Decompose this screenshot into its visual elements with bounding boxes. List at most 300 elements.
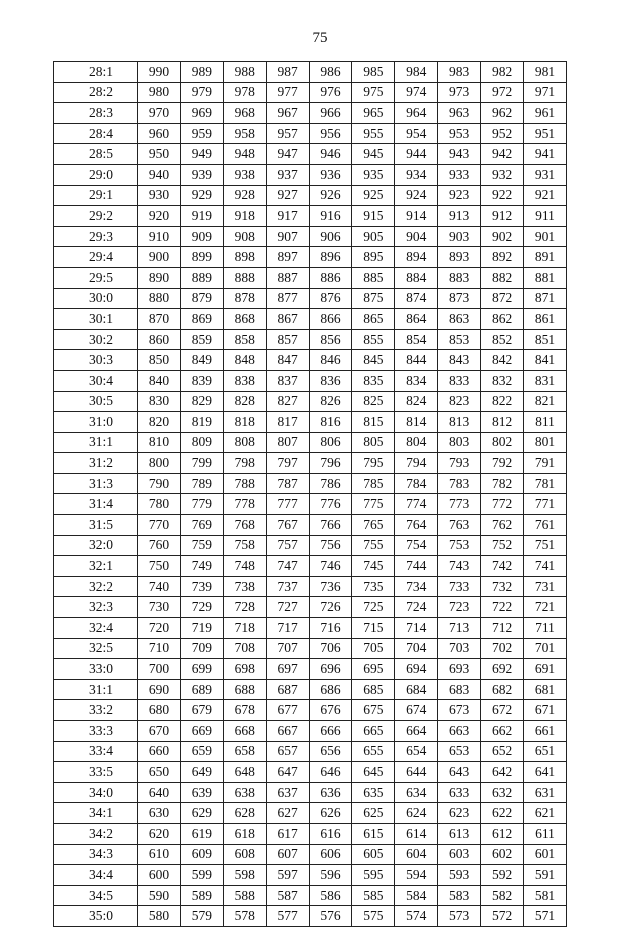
value-cell: 781 — [524, 473, 567, 494]
value-cell: 869 — [180, 309, 223, 330]
value-cell: 815 — [352, 412, 395, 433]
table-row — [54, 123, 567, 144]
value-cell: 766 — [309, 515, 352, 536]
row-label-cell: 29:3 — [54, 226, 138, 247]
row-label-cell: 33:4 — [54, 741, 138, 762]
value-cell: 857 — [266, 329, 309, 350]
value-cell: 873 — [438, 288, 481, 309]
value-cell: 938 — [223, 164, 266, 185]
row-label-cell: 34:3 — [54, 844, 138, 865]
value-cell: 983 — [438, 62, 481, 83]
value-cell: 726 — [309, 597, 352, 618]
value-cell: 910 — [138, 226, 181, 247]
value-cell: 862 — [481, 309, 524, 330]
value-cell: 613 — [438, 823, 481, 844]
value-cell: 881 — [524, 267, 567, 288]
value-cell: 594 — [395, 865, 438, 886]
value-cell: 673 — [438, 700, 481, 721]
value-cell: 670 — [138, 721, 181, 742]
value-cell: 732 — [481, 576, 524, 597]
value-cell: 870 — [138, 309, 181, 330]
value-cell: 872 — [481, 288, 524, 309]
value-cell: 807 — [266, 432, 309, 453]
value-cell: 581 — [524, 885, 567, 906]
value-cell: 892 — [481, 247, 524, 268]
value-cell: 939 — [180, 164, 223, 185]
value-cell: 899 — [180, 247, 223, 268]
value-cell: 987 — [266, 62, 309, 83]
value-cell: 705 — [352, 638, 395, 659]
value-cell: 574 — [395, 906, 438, 927]
value-cell: 587 — [266, 885, 309, 906]
value-cell: 753 — [438, 535, 481, 556]
table-row — [54, 906, 567, 927]
table-row — [54, 432, 567, 453]
value-cell: 907 — [266, 226, 309, 247]
value-cell: 582 — [481, 885, 524, 906]
value-cell: 745 — [352, 556, 395, 577]
value-cell: 986 — [309, 62, 352, 83]
value-cell: 725 — [352, 597, 395, 618]
value-cell: 757 — [266, 535, 309, 556]
value-cell: 919 — [180, 206, 223, 227]
value-cell: 747 — [266, 556, 309, 577]
value-cell: 770 — [138, 515, 181, 536]
value-cell: 704 — [395, 638, 438, 659]
value-cell: 709 — [180, 638, 223, 659]
value-cell: 626 — [309, 803, 352, 824]
value-cell: 855 — [352, 329, 395, 350]
value-cell: 685 — [352, 679, 395, 700]
value-cell: 690 — [138, 679, 181, 700]
value-cell: 657 — [266, 741, 309, 762]
value-cell: 703 — [438, 638, 481, 659]
value-cell: 647 — [266, 762, 309, 783]
row-label-cell: 31:2 — [54, 453, 138, 474]
row-label-cell: 32:2 — [54, 576, 138, 597]
value-cell: 734 — [395, 576, 438, 597]
value-cell: 808 — [223, 432, 266, 453]
value-cell: 814 — [395, 412, 438, 433]
value-cell: 886 — [309, 267, 352, 288]
row-label-cell: 32:3 — [54, 597, 138, 618]
value-cell: 793 — [438, 453, 481, 474]
value-cell: 819 — [180, 412, 223, 433]
row-label-cell: 32:4 — [54, 618, 138, 639]
value-cell: 687 — [266, 679, 309, 700]
value-cell: 909 — [180, 226, 223, 247]
value-cell: 790 — [138, 473, 181, 494]
value-cell: 733 — [438, 576, 481, 597]
value-cell: 887 — [266, 267, 309, 288]
value-cell: 861 — [524, 309, 567, 330]
value-cell: 936 — [309, 164, 352, 185]
value-cell: 824 — [395, 391, 438, 412]
value-cell: 979 — [180, 82, 223, 103]
value-cell: 739 — [180, 576, 223, 597]
value-cell: 898 — [223, 247, 266, 268]
value-cell: 797 — [266, 453, 309, 474]
value-cell: 689 — [180, 679, 223, 700]
value-cell: 923 — [438, 185, 481, 206]
value-cell: 890 — [138, 267, 181, 288]
value-cell: 902 — [481, 226, 524, 247]
value-cell: 809 — [180, 432, 223, 453]
value-cell: 795 — [352, 453, 395, 474]
value-cell: 978 — [223, 82, 266, 103]
value-cell: 750 — [138, 556, 181, 577]
value-cell: 627 — [266, 803, 309, 824]
value-cell: 906 — [309, 226, 352, 247]
value-cell: 785 — [352, 473, 395, 494]
value-cell: 961 — [524, 103, 567, 124]
row-label-cell: 33:5 — [54, 762, 138, 783]
value-cell: 804 — [395, 432, 438, 453]
table-row — [54, 453, 567, 474]
value-cell: 943 — [438, 144, 481, 165]
value-cell: 699 — [180, 659, 223, 680]
value-cell: 688 — [223, 679, 266, 700]
value-cell: 588 — [223, 885, 266, 906]
value-cell: 624 — [395, 803, 438, 824]
value-cell: 743 — [438, 556, 481, 577]
value-cell: 856 — [309, 329, 352, 350]
value-cell: 664 — [395, 721, 438, 742]
value-cell: 716 — [309, 618, 352, 639]
value-cell: 723 — [438, 597, 481, 618]
value-cell: 988 — [223, 62, 266, 83]
value-cell: 889 — [180, 267, 223, 288]
value-cell: 955 — [352, 123, 395, 144]
value-cell: 885 — [352, 267, 395, 288]
value-cell: 791 — [524, 453, 567, 474]
value-cell: 751 — [524, 535, 567, 556]
value-cell: 597 — [266, 865, 309, 886]
value-cell: 628 — [223, 803, 266, 824]
value-cell: 683 — [438, 679, 481, 700]
value-cell: 879 — [180, 288, 223, 309]
value-cell: 883 — [438, 267, 481, 288]
value-cell: 659 — [180, 741, 223, 762]
value-cell: 851 — [524, 329, 567, 350]
value-cell: 763 — [438, 515, 481, 536]
value-cell: 630 — [138, 803, 181, 824]
value-cell: 801 — [524, 432, 567, 453]
value-cell: 975 — [352, 82, 395, 103]
value-cell: 816 — [309, 412, 352, 433]
table-row — [54, 329, 567, 350]
value-cell: 811 — [524, 412, 567, 433]
value-cell: 702 — [481, 638, 524, 659]
value-cell: 712 — [481, 618, 524, 639]
value-cell: 636 — [309, 782, 352, 803]
table-row — [54, 185, 567, 206]
value-cell: 913 — [438, 206, 481, 227]
value-cell: 756 — [309, 535, 352, 556]
value-cell: 617 — [266, 823, 309, 844]
value-cell: 832 — [481, 370, 524, 391]
value-cell: 839 — [180, 370, 223, 391]
value-cell: 759 — [180, 535, 223, 556]
value-cell: 767 — [266, 515, 309, 536]
value-cell: 912 — [481, 206, 524, 227]
value-cell: 722 — [481, 597, 524, 618]
value-cell: 607 — [266, 844, 309, 865]
value-cell: 787 — [266, 473, 309, 494]
row-label-cell: 32:5 — [54, 638, 138, 659]
value-cell: 632 — [481, 782, 524, 803]
value-cell: 708 — [223, 638, 266, 659]
value-cell: 928 — [223, 185, 266, 206]
row-label-cell: 28:4 — [54, 123, 138, 144]
value-cell: 660 — [138, 741, 181, 762]
value-cell: 779 — [180, 494, 223, 515]
value-cell: 780 — [138, 494, 181, 515]
value-cell: 953 — [438, 123, 481, 144]
value-cell: 905 — [352, 226, 395, 247]
value-cell: 719 — [180, 618, 223, 639]
value-cell: 827 — [266, 391, 309, 412]
value-cell: 964 — [395, 103, 438, 124]
row-label-cell: 31:3 — [54, 473, 138, 494]
value-cell: 844 — [395, 350, 438, 371]
value-cell: 601 — [524, 844, 567, 865]
value-cell: 798 — [223, 453, 266, 474]
value-cell: 638 — [223, 782, 266, 803]
table-row — [54, 82, 567, 103]
value-cell: 661 — [524, 721, 567, 742]
value-cell: 901 — [524, 226, 567, 247]
value-cell: 829 — [180, 391, 223, 412]
table-row — [54, 844, 567, 865]
table-row — [54, 494, 567, 515]
value-cell: 880 — [138, 288, 181, 309]
value-cell: 746 — [309, 556, 352, 577]
value-cell: 693 — [438, 659, 481, 680]
table-row — [54, 556, 567, 577]
row-label-cell: 31:1 — [54, 679, 138, 700]
value-cell: 927 — [266, 185, 309, 206]
value-cell: 840 — [138, 370, 181, 391]
value-cell: 950 — [138, 144, 181, 165]
table-row — [54, 267, 567, 288]
value-cell: 666 — [309, 721, 352, 742]
value-cell: 737 — [266, 576, 309, 597]
value-cell: 960 — [138, 123, 181, 144]
value-cell: 775 — [352, 494, 395, 515]
table-row — [54, 885, 567, 906]
value-cell: 933 — [438, 164, 481, 185]
value-cell: 982 — [481, 62, 524, 83]
value-cell: 841 — [524, 350, 567, 371]
value-cell: 972 — [481, 82, 524, 103]
row-label-cell: 31:0 — [54, 412, 138, 433]
value-cell: 834 — [395, 370, 438, 391]
value-cell: 897 — [266, 247, 309, 268]
value-cell: 806 — [309, 432, 352, 453]
value-cell: 665 — [352, 721, 395, 742]
value-cell: 812 — [481, 412, 524, 433]
value-cell: 754 — [395, 535, 438, 556]
value-cell: 859 — [180, 329, 223, 350]
value-cell: 865 — [352, 309, 395, 330]
value-cell: 957 — [266, 123, 309, 144]
value-cell: 583 — [438, 885, 481, 906]
table-row — [54, 164, 567, 185]
table-row — [54, 62, 567, 83]
value-cell: 937 — [266, 164, 309, 185]
value-cell: 773 — [438, 494, 481, 515]
row-label-cell: 29:4 — [54, 247, 138, 268]
value-cell: 805 — [352, 432, 395, 453]
value-cell: 603 — [438, 844, 481, 865]
value-cell: 681 — [524, 679, 567, 700]
value-cell: 611 — [524, 823, 567, 844]
value-cell: 618 — [223, 823, 266, 844]
value-cell: 695 — [352, 659, 395, 680]
value-cell: 620 — [138, 823, 181, 844]
value-cell: 742 — [481, 556, 524, 577]
value-cell: 782 — [481, 473, 524, 494]
value-cell: 655 — [352, 741, 395, 762]
value-cell: 820 — [138, 412, 181, 433]
row-label-cell: 28:3 — [54, 103, 138, 124]
value-cell: 830 — [138, 391, 181, 412]
value-cell: 817 — [266, 412, 309, 433]
value-cell: 935 — [352, 164, 395, 185]
value-cell: 825 — [352, 391, 395, 412]
value-cell: 971 — [524, 82, 567, 103]
value-cell: 680 — [138, 700, 181, 721]
value-cell: 866 — [309, 309, 352, 330]
value-cell: 623 — [438, 803, 481, 824]
value-cell: 967 — [266, 103, 309, 124]
data-table — [53, 61, 567, 927]
value-cell: 973 — [438, 82, 481, 103]
value-cell: 977 — [266, 82, 309, 103]
value-cell: 649 — [180, 762, 223, 783]
value-cell: 596 — [309, 865, 352, 886]
value-cell: 969 — [180, 103, 223, 124]
value-cell: 662 — [481, 721, 524, 742]
value-cell: 729 — [180, 597, 223, 618]
value-cell: 762 — [481, 515, 524, 536]
table-body — [54, 62, 567, 927]
value-cell: 604 — [395, 844, 438, 865]
value-cell: 849 — [180, 350, 223, 371]
table-row — [54, 247, 567, 268]
value-cell: 691 — [524, 659, 567, 680]
value-cell: 590 — [138, 885, 181, 906]
row-label-cell: 30:5 — [54, 391, 138, 412]
value-cell: 843 — [438, 350, 481, 371]
value-cell: 895 — [352, 247, 395, 268]
value-cell: 990 — [138, 62, 181, 83]
row-label-cell: 31:4 — [54, 494, 138, 515]
value-cell: 668 — [223, 721, 266, 742]
row-label-cell: 34:0 — [54, 782, 138, 803]
value-cell: 677 — [266, 700, 309, 721]
value-cell: 970 — [138, 103, 181, 124]
value-cell: 698 — [223, 659, 266, 680]
value-cell: 717 — [266, 618, 309, 639]
value-cell: 853 — [438, 329, 481, 350]
value-cell: 586 — [309, 885, 352, 906]
value-cell: 823 — [438, 391, 481, 412]
table-row — [54, 288, 567, 309]
table-row — [54, 576, 567, 597]
value-cell: 736 — [309, 576, 352, 597]
value-cell: 589 — [180, 885, 223, 906]
value-cell: 764 — [395, 515, 438, 536]
value-cell: 606 — [309, 844, 352, 865]
value-cell: 924 — [395, 185, 438, 206]
table-row — [54, 721, 567, 742]
value-cell: 573 — [438, 906, 481, 927]
value-cell: 959 — [180, 123, 223, 144]
value-cell: 614 — [395, 823, 438, 844]
value-cell: 875 — [352, 288, 395, 309]
value-cell: 633 — [438, 782, 481, 803]
value-cell: 675 — [352, 700, 395, 721]
value-cell: 579 — [180, 906, 223, 927]
value-cell: 605 — [352, 844, 395, 865]
value-cell: 929 — [180, 185, 223, 206]
table-row — [54, 865, 567, 886]
value-cell: 918 — [223, 206, 266, 227]
value-cell: 934 — [395, 164, 438, 185]
table-row — [54, 535, 567, 556]
value-cell: 721 — [524, 597, 567, 618]
value-cell: 954 — [395, 123, 438, 144]
value-cell: 615 — [352, 823, 395, 844]
value-cell: 949 — [180, 144, 223, 165]
value-cell: 915 — [352, 206, 395, 227]
value-cell: 629 — [180, 803, 223, 824]
value-cell: 645 — [352, 762, 395, 783]
value-cell: 974 — [395, 82, 438, 103]
table-row — [54, 782, 567, 803]
value-cell: 947 — [266, 144, 309, 165]
value-cell: 608 — [223, 844, 266, 865]
value-cell: 828 — [223, 391, 266, 412]
value-cell: 584 — [395, 885, 438, 906]
value-cell: 740 — [138, 576, 181, 597]
row-label-cell: 32:0 — [54, 535, 138, 556]
value-cell: 706 — [309, 638, 352, 659]
value-cell: 813 — [438, 412, 481, 433]
value-cell: 958 — [223, 123, 266, 144]
value-cell: 833 — [438, 370, 481, 391]
value-cell: 810 — [138, 432, 181, 453]
value-cell: 635 — [352, 782, 395, 803]
value-cell: 600 — [138, 865, 181, 886]
value-cell: 622 — [481, 803, 524, 824]
value-cell: 676 — [309, 700, 352, 721]
value-cell: 831 — [524, 370, 567, 391]
value-cell: 925 — [352, 185, 395, 206]
value-cell: 920 — [138, 206, 181, 227]
table-row — [54, 370, 567, 391]
value-cell: 945 — [352, 144, 395, 165]
value-cell: 713 — [438, 618, 481, 639]
value-cell: 854 — [395, 329, 438, 350]
value-cell: 863 — [438, 309, 481, 330]
value-cell: 783 — [438, 473, 481, 494]
value-cell: 667 — [266, 721, 309, 742]
value-cell: 778 — [223, 494, 266, 515]
value-cell: 836 — [309, 370, 352, 391]
